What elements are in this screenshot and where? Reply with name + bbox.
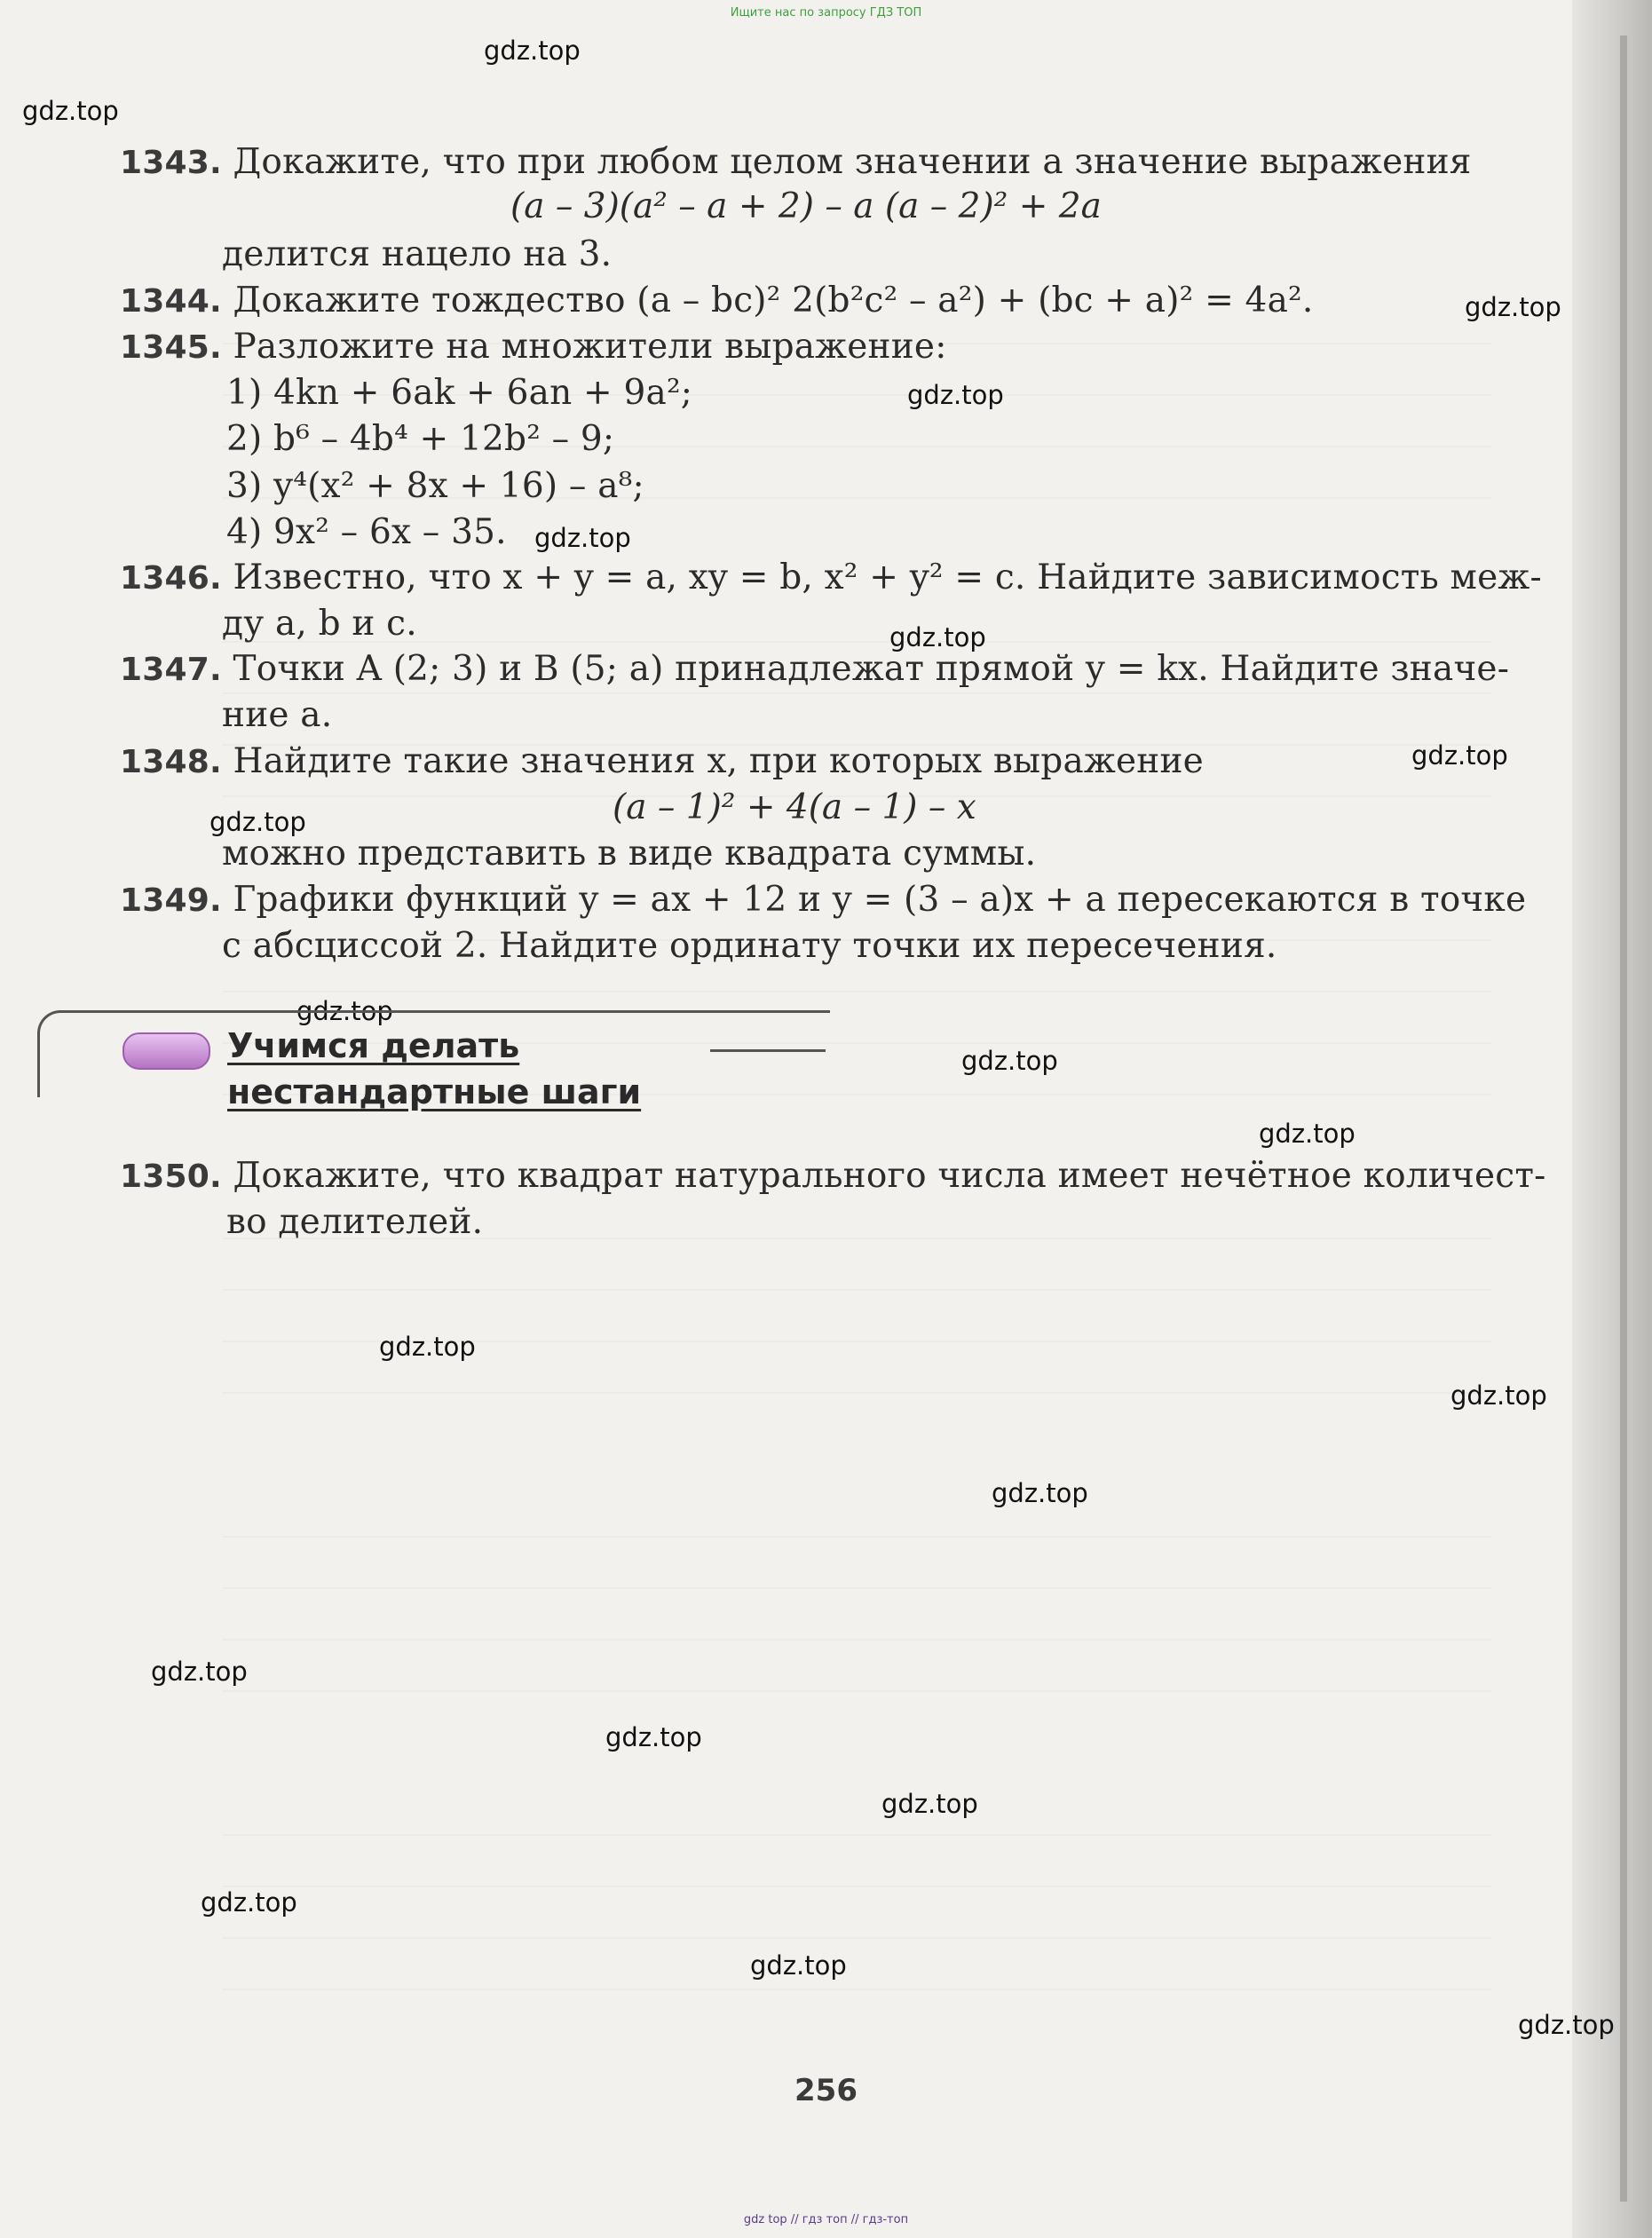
header-note[interactable]: Ищите нас по запросу ГДЗ ТОП xyxy=(730,6,922,20)
watermark: gdz.top xyxy=(22,96,119,126)
problem-text: Точки A (2; 3) и B (5; a) принадлежат прямой y = kx. Найдите значе- xyxy=(233,649,1510,689)
problem-1348 xyxy=(120,739,1204,785)
problem-1350 xyxy=(120,1154,1545,1199)
watermark: gdz.top xyxy=(881,1789,978,1819)
watermark: gdz.top xyxy=(992,1478,1088,1508)
section-title xyxy=(227,1023,641,1115)
list-item: 4) 9x² – 6x – 35. xyxy=(226,512,507,552)
problem-text: Докажите, что при любом целом значении a значение выражения xyxy=(233,142,1472,182)
problem-text: Докажите тождество (a – bc)² 2(b²c² – a²) + (bc + a)² = 4a². xyxy=(233,281,1314,320)
list-item: 2) b⁶ – 4b⁴ + 12b² – 9; xyxy=(226,419,615,459)
problem-number: 1350. xyxy=(120,1159,222,1195)
problem-number: 1349. xyxy=(120,882,222,919)
watermark: gdz.top xyxy=(534,523,631,553)
problem-text: Графики функций y = ax + 12 и y = (3 – a)x + a пересекаются в точке xyxy=(233,880,1527,920)
problem-text: Известно, что x + y = a, xy = b, x² + y² = c. Найдите зависимость меж- xyxy=(233,558,1542,597)
problem-text: во делителей. xyxy=(226,1202,484,1242)
watermark: gdz.top xyxy=(379,1332,476,1362)
problem-number: 1343. xyxy=(120,145,222,181)
section-title-line: нестандартные шаги xyxy=(227,1072,642,1111)
watermark: gdz.top xyxy=(605,1722,702,1752)
problem-number: 1344. xyxy=(120,283,222,320)
problem-text: Найдите такие значения x, при которых выражение xyxy=(233,741,1204,781)
problem-1346 xyxy=(120,556,1542,601)
section-frame-tail xyxy=(710,1049,826,1052)
page-number: 256 xyxy=(794,2073,858,2108)
watermark: gdz.top xyxy=(209,807,306,837)
problem-formula: (a – 3)(a² – a + 2) – a (a – 2)² + 2a xyxy=(510,186,1102,226)
problem-text: с абсциссой 2. Найдите ординату точки их пересечения. xyxy=(222,926,1277,966)
problem-text: делится нацело на 3. xyxy=(222,234,613,274)
problem-1344 xyxy=(120,279,1313,324)
list-item: 3) y⁴(x² + 8x + 16) – a⁸; xyxy=(226,466,644,506)
watermark: gdz.top xyxy=(151,1657,248,1687)
problem-text: ние a. xyxy=(222,695,333,735)
watermark: gdz.top xyxy=(296,996,393,1026)
watermark: gdz.top xyxy=(961,1046,1058,1076)
problem-number: 1348. xyxy=(120,744,222,780)
list-item: 1) 4kn + 6ak + 6an + 9a²; xyxy=(226,373,693,413)
watermark: gdz.top xyxy=(907,380,1004,410)
page-edge xyxy=(1620,36,1627,2202)
problem-1347 xyxy=(120,647,1509,692)
watermark: gdz.top xyxy=(484,36,581,66)
problem-1345 xyxy=(120,325,947,370)
watermark: gdz.top xyxy=(889,622,986,652)
problem-1343 xyxy=(120,140,1472,186)
watermark: gdz.top xyxy=(1411,740,1508,771)
section-title-line: Учимся делать xyxy=(227,1026,520,1065)
problem-text: Докажите, что квадрат натурального числа имеет нечётное количест- xyxy=(233,1156,1546,1196)
watermark: gdz.top xyxy=(1450,1380,1547,1411)
watermark: gdz.top xyxy=(201,1887,297,1918)
problem-1349 xyxy=(120,878,1526,923)
problem-number: 1347. xyxy=(120,652,222,688)
problem-text: можно представить в виде квадрата суммы. xyxy=(222,834,1037,874)
watermark: gdz.top xyxy=(750,1950,847,1981)
problem-number: 1346. xyxy=(120,560,222,597)
footer-links[interactable]: gdz top // гдз топ // гдз-топ xyxy=(743,2213,909,2226)
problem-text: ду a, b и c. xyxy=(222,604,417,644)
page-gutter-shadow xyxy=(1572,0,1652,2238)
watermark: gdz.top xyxy=(1259,1119,1356,1149)
problem-text: Разложите на множители выражение: xyxy=(233,327,947,367)
problem-formula: (a – 1)² + 4(a – 1) – x xyxy=(613,787,976,827)
watermark: gdz.top xyxy=(1465,292,1561,322)
problem-number: 1345. xyxy=(120,329,222,366)
section-marker-icon xyxy=(123,1032,210,1070)
watermark: gdz.top xyxy=(1518,2010,1615,2040)
